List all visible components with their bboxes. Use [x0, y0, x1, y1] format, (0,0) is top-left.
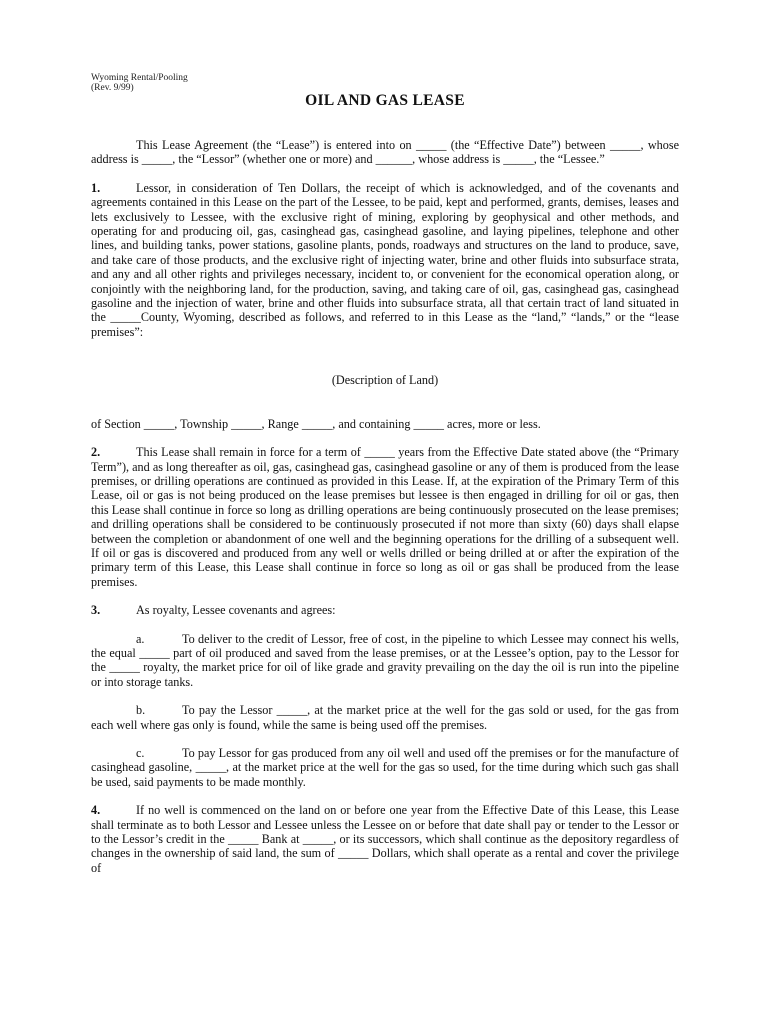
section-3b-label: b.	[136, 703, 146, 718]
section-1-number: 1.	[91, 180, 101, 195]
section-3c-text: To pay Lessor for gas produced from any oil well and used off the premises or for the manufacture of casinghead gasoline, _____, at the market price at the well for the gas so used, for the time during which such gas shall be used, said payments to be made monthly.	[91, 746, 679, 789]
section-3a-text: To deliver to the credit of Lessor, free of cost, in the pipeline to which Lessee may connect his wells, the equal _____ part of oil produced and saved from the lease premises, or at the Lessee’s option, pay to the Lessor for the _____ royalty, the market price for oil of like grade and gravity prevailing on the day the oil is run into the pipeline or into storage tanks.	[91, 631, 679, 689]
section-3-number: 3.	[91, 603, 101, 618]
section-4	[91, 803, 679, 875]
section-3-text: As royalty, Lessee covenants and agrees:	[136, 603, 336, 618]
section-1-text: Lessor, in consideration of Ten Dollars, the receipt of which is acknowledged, and of the covenants and agreements contained in this Lease on the part of the Lessee, to be paid, kept and performed, grants, demises, leases and lets exclusively to Lessee, with the exclusive right of mining, exploring by geophysical and other methods, and operating for and producing oil, gas, casinghead gas, casinghead gasoline, and laying pipelines, telephone and other lines, and building tanks, power stations, gasoline plants, ponds, roadways and structures on the land to produce, save, and take care of those products, and the exclusive right of injecting water, brine and other fluids into subsurface strata, and any and all other rights and privileges necessary, incident to, or convenient for the economical operation along, or conjointly with the neighboring land, for the production, saving, and taking care of oil, gas, casinghead gas, casinghead gasoline and the injection of water, brine and other fluids into subsurface strata, all that certain tract of land situated in the _____County, Wyoming, described as follows, and referred to in this Lease as the “land,” “lands,” or the “lease premises”:	[91, 180, 679, 339]
document-title: OIL AND GAS LEASE	[305, 92, 465, 109]
section-4-text: If no well is commenced on the land on or before one year from the Effective Date of this Lease, this Lease shall terminate as to both Lessor and Lessee unless the Lessee on or before that date shall pay or tender to the Lessor or to the Lessor’s credit in the _____ Bank at _____, or its successors, which shall continue as the depository regardless of changes in the ownership of said land, the sum of _____ Dollars, which shall operate as a rental and cover the privilege of	[91, 803, 679, 875]
section-township-range-line: of Section _____, Township _____, Range _____, and containing _____ acres, more or less.	[91, 416, 541, 431]
form-reference-line-2: (Rev. 9/99)	[91, 83, 134, 93]
section-2-number: 2.	[91, 445, 101, 460]
section-3b-text: To pay the Lessor _____, at the market price at the well for the gas sold or used, for the gas from each well where gas only is found, while the same is being used off the premises.	[91, 703, 679, 732]
section-3a-label: a.	[136, 631, 145, 646]
section-3c	[91, 746, 679, 789]
section-2-text: This Lease shall remain in force for a term of _____ years from the Effective Date stated above (the “Primary Term”), and as long thereafter as oil, gas, casinghead gas, casinghead gasoline or any of them is produced from the lease premises, or drilling operations are continued as provided in this Lease. If, at the expiration of the Primary Term of this Lease, oil or gas is not being produced on the lease premises but lessee is then engaged in drilling for oil or gas, then this Lease shall continue in force so long as drilling operations are being continuously prosecuted on the lease premises; and drilling operations shall be considered to be continuously prosecuted if not more than sixty (60) days shall elapse between the completion or abandonment of one well and the beginning operations for the drilling of a subsequent well. If oil or gas is discovered and produced from any well or wells drilled or being drilled at or after the expiration of the primary term of this Lease, this Lease shall continue in force so long as oil or gas shall be produced from the lease premises.	[91, 445, 679, 589]
section-2	[91, 445, 679, 589]
section-3b	[91, 703, 679, 732]
section-4-number: 4.	[91, 803, 101, 818]
section-3a	[91, 632, 679, 690]
section-3c-label: c.	[136, 746, 145, 760]
form-reference	[91, 73, 188, 93]
description-of-land-label: (Description of Land)	[331, 373, 439, 388]
form-reference-line-1: Wyoming Rental/Pooling	[91, 73, 188, 83]
section-1	[91, 181, 679, 339]
intro-paragraph: This Lease Agreement (the “Lease”) is entered into on _____ (the “Effective Date”) between _____, whose address is _____, the “Lessor” (whether one or more) and ______, whose address is _____, the “Lessee.”	[91, 138, 679, 167]
section-3	[91, 603, 679, 617]
document-body	[91, 138, 679, 875]
